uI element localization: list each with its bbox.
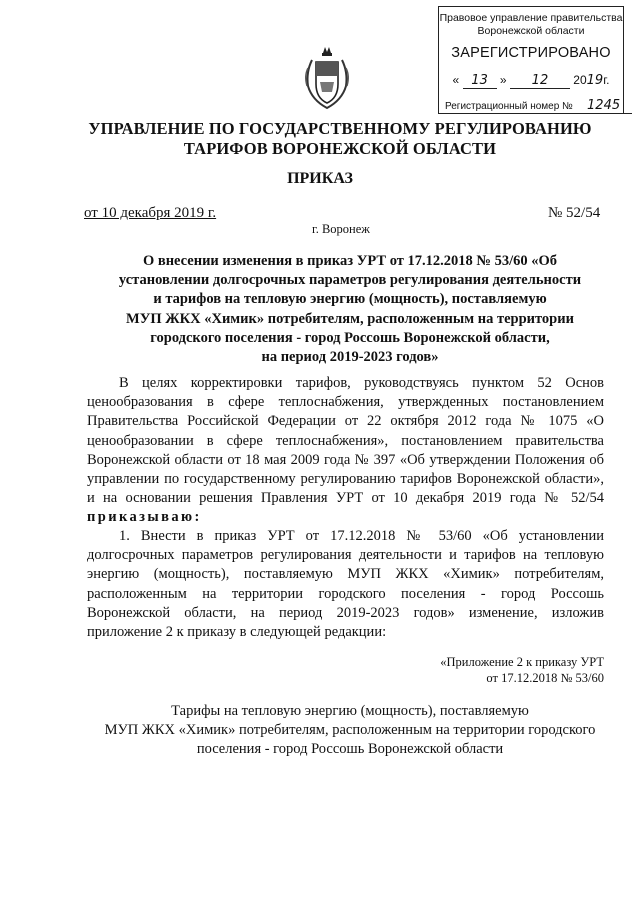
- tariff-title-line: МУП ЖКХ «Химик» потребителям, расположенным на территории городского: [104, 722, 596, 738]
- item-1-paragraph: 1. Внести в приказ УРТ от 17.12.2018 № 53/60 «Об установлении долгосрочных параметров регулирования деятельности и тарифов на тепловую энергию (мощность), поставляемую МУП ЖКХ «Химик» потребителям, расположенным на территории городского поселения - город Россошь Воронежской области, на период 2019-2023 годов» изменение, изложив приложение 2 к приказу в следующей редакции:: [87, 528, 604, 641]
- stamp-date-day: 13: [463, 73, 497, 89]
- stamp-status: ЗАРЕГИСТРИРОВАНО: [451, 45, 611, 61]
- order-city: г. Воронеж: [312, 222, 370, 236]
- stamp-date-year-suffix: г.: [603, 73, 610, 87]
- stamp-org-line1: Правовое управление правительства: [439, 12, 623, 24]
- stamp-date-year-prefix: 20: [573, 73, 587, 87]
- tariff-table-title: [80, 702, 620, 759]
- subject-line: установлении долгосрочных параметров регулирования деятельности: [118, 272, 582, 289]
- tariff-title-line: Тарифы на тепловую энергию (мощность), поставляемую: [171, 703, 529, 719]
- order-subject: [80, 252, 620, 367]
- issuer-line1: УПРАВЛЕНИЕ ПО ГОСУДАРСТВЕННОМУ РЕГУЛИРОВАНИЮ: [88, 119, 592, 138]
- stamp-date-mid: »: [499, 73, 507, 87]
- coat-of-arms-icon: [302, 46, 352, 112]
- stamp-registration-number-row: [445, 98, 619, 114]
- subject-line: О внесении изменения в приказ УРТ от 17.12.2018 № 53/60 «Об: [142, 253, 558, 269]
- subject-line: МУП ЖКХ «Химик» потребителям, расположенным на территории: [126, 310, 574, 327]
- stamp-reg-label: Регистрационный номер №: [445, 101, 573, 112]
- preamble-paragraph: [87, 374, 604, 528]
- order-number: № 52/54: [548, 205, 601, 221]
- tariff-title-line: поселения - город Россошь Воронежской области: [196, 741, 504, 757]
- stamp-date-month: 12: [510, 73, 570, 89]
- stamp-org-line2: Воронежской области: [477, 25, 585, 37]
- stamp-date: [439, 73, 623, 91]
- order-title: ПРИКАЗ: [287, 170, 353, 187]
- issuer-line2: ТАРИФОВ ВОРОНЕЖСКОЙ ОБЛАСТИ: [183, 139, 497, 158]
- appendix-line1: «Приложение 2 к приказу УРТ: [440, 655, 604, 669]
- preamble-text: В целях корректировки тарифов, руководствуясь пунктом 52 Основ ценообразования в сфере теплоснабжения, утвержденных постановлением Правительства Российской Федерации от 22 октября 2012 года № 1075 «О ценообразовании в сфере теплоснабжения», постановлением правительства Воронежской области от 18 мая 2009 года № 397 «Об утверждении Положения об управлении по государственному регулированию тарифов Воронежской области», и на основании решения Правления УРТ от 10 декабря 2019 года № 52/54: [87, 375, 604, 507]
- subject-line: на период 2019-2023 годов»: [261, 349, 439, 366]
- registration-stamp: [438, 6, 624, 114]
- subject-line: и тарифов на тепловую энергию (мощность), поставляемую: [153, 291, 547, 308]
- stamp-reg-number: 1245: [576, 98, 632, 114]
- stamp-date-year: 19: [586, 73, 604, 88]
- subject-line: городского поселения - город Россошь Воронежской области,: [150, 329, 550, 346]
- stamp-date-open-quote: «: [452, 73, 460, 87]
- stamp-organization: [439, 12, 623, 38]
- appendix-reference: [344, 654, 604, 686]
- appendix-line2: от 17.12.2018 № 53/60: [486, 671, 604, 685]
- order-date: от 10 декабря 2019 г.: [84, 205, 217, 221]
- preamble-command: приказываю:: [87, 509, 202, 526]
